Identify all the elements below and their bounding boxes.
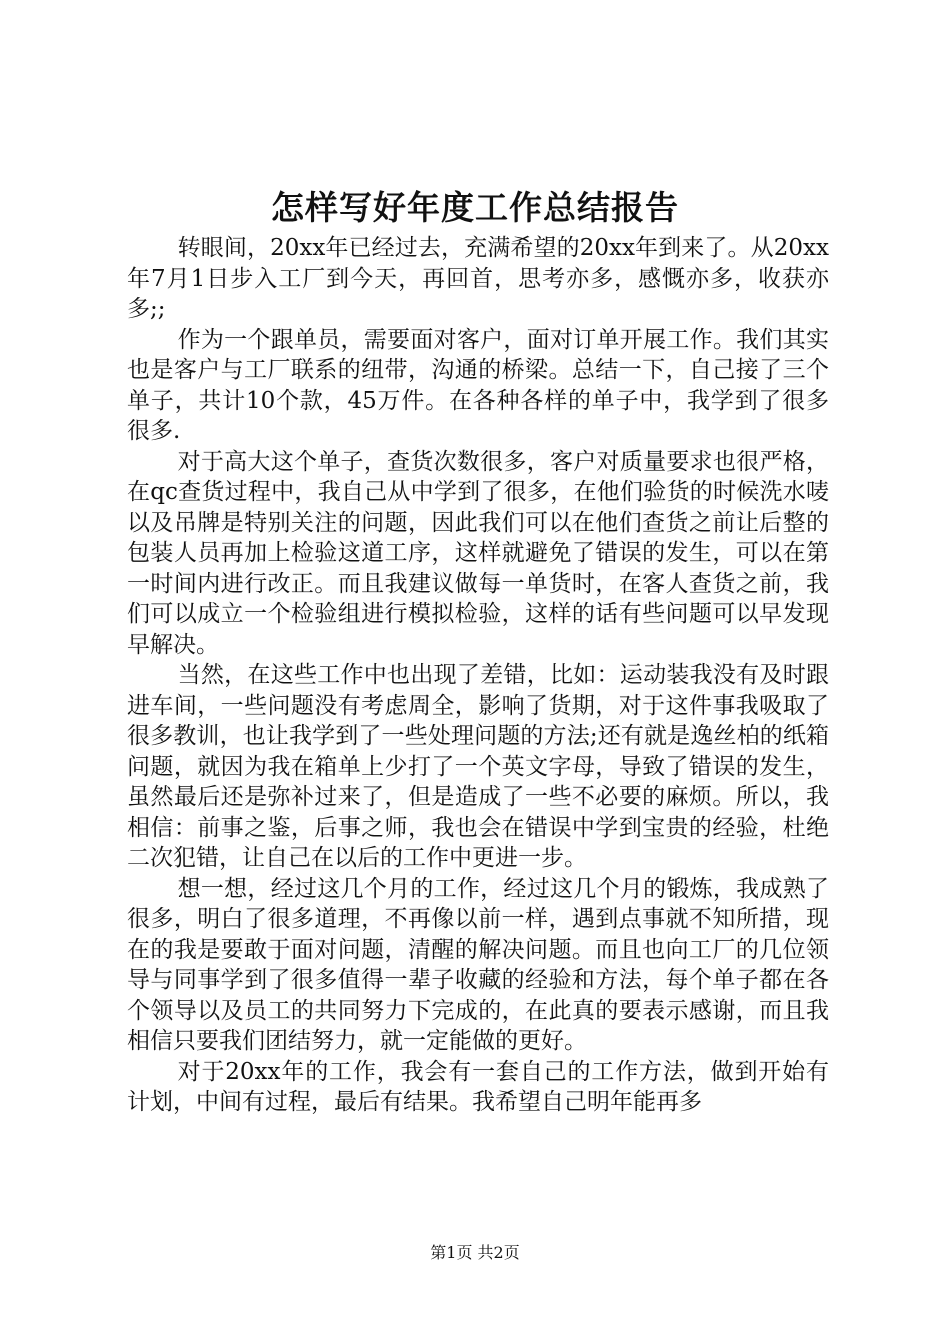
paragraph-6: 对于20xx年的工作，我会有一套自己的工作方法，做到开始有计划，中间有过程，最后有结果。我希望自己明年能再多 xyxy=(127,1058,829,1115)
paragraph-1: 转眼间，20xx年已经过去，充满希望的20xx年到来了。从20xx年7月1日步入工厂到今天，再回首，思考亦多，感慨亦多，收获亦多;; xyxy=(127,235,829,322)
document-title: 怎样写好年度工作总结报告 xyxy=(271,188,679,227)
page-number-footer: 第1页 共2页 xyxy=(430,1243,520,1262)
paragraph-2: 作为一个跟单员，需要面对客户，面对订单开展工作。我们其实也是客户与工厂联系的纽带，沟通的桥梁。总结一下，自己接了三个单子，共计10个款，45万件。在各种各样的单子中，我学到了很多很多. xyxy=(127,326,829,444)
paragraph-3: 对于高大这个单子，查货次数很多，客户对质量要求也很严格，在qc查货过程中，我自己从中学到了很多，在他们验货的时候洗水唛以及吊牌是特别关注的问题，因此我们可以在他们查货之前让后整的包装人员再加上检验这道工序，这样就避免了错误的发生，可以在第一时间内进行改正。而且我建议做每一单货时，在客人查货之前，我们可以成立一个检验组进行模拟检验，这样的话有些问题可以早发现早解决。 xyxy=(127,448,829,658)
paragraph-5: 想一想，经过这几个月的工作，经过这几个月的锻炼，我成熟了很多，明白了很多道理，不再像以前一样，遇到点事就不知所措，现在的我是要敢于面对问题，清醒的解决问题。而且也向工厂的几位领导与同事学到了很多值得一辈子收藏的经验和方法，每个单子都在各个领导以及员工的共同努力下完成的，在此真的要表示感谢，而且我相信只要我们团结努力，就一定能做的更好。 xyxy=(127,875,829,1054)
document-body xyxy=(127,233,829,1118)
paragraph-4: 当然，在这些工作中也出现了差错，比如：运动装我没有及时跟进车间，一些问题没有考虑周全，影响了货期，对于这件事我吸取了很多教训，也让我学到了一些处理问题的方法;还有就是逸丝柏的纸箱问题，就因为我在箱单上少打了一个英文字母，导致了错误的发生，虽然最后还是弥补过来了，但是造成了一些不必要的麻烦。所以，我相信：前事之鉴，后事之师，我也会在错误中学到宝贵的经验，杜绝二次犯错，让自己在以后的工作中更进一步。 xyxy=(127,662,829,871)
